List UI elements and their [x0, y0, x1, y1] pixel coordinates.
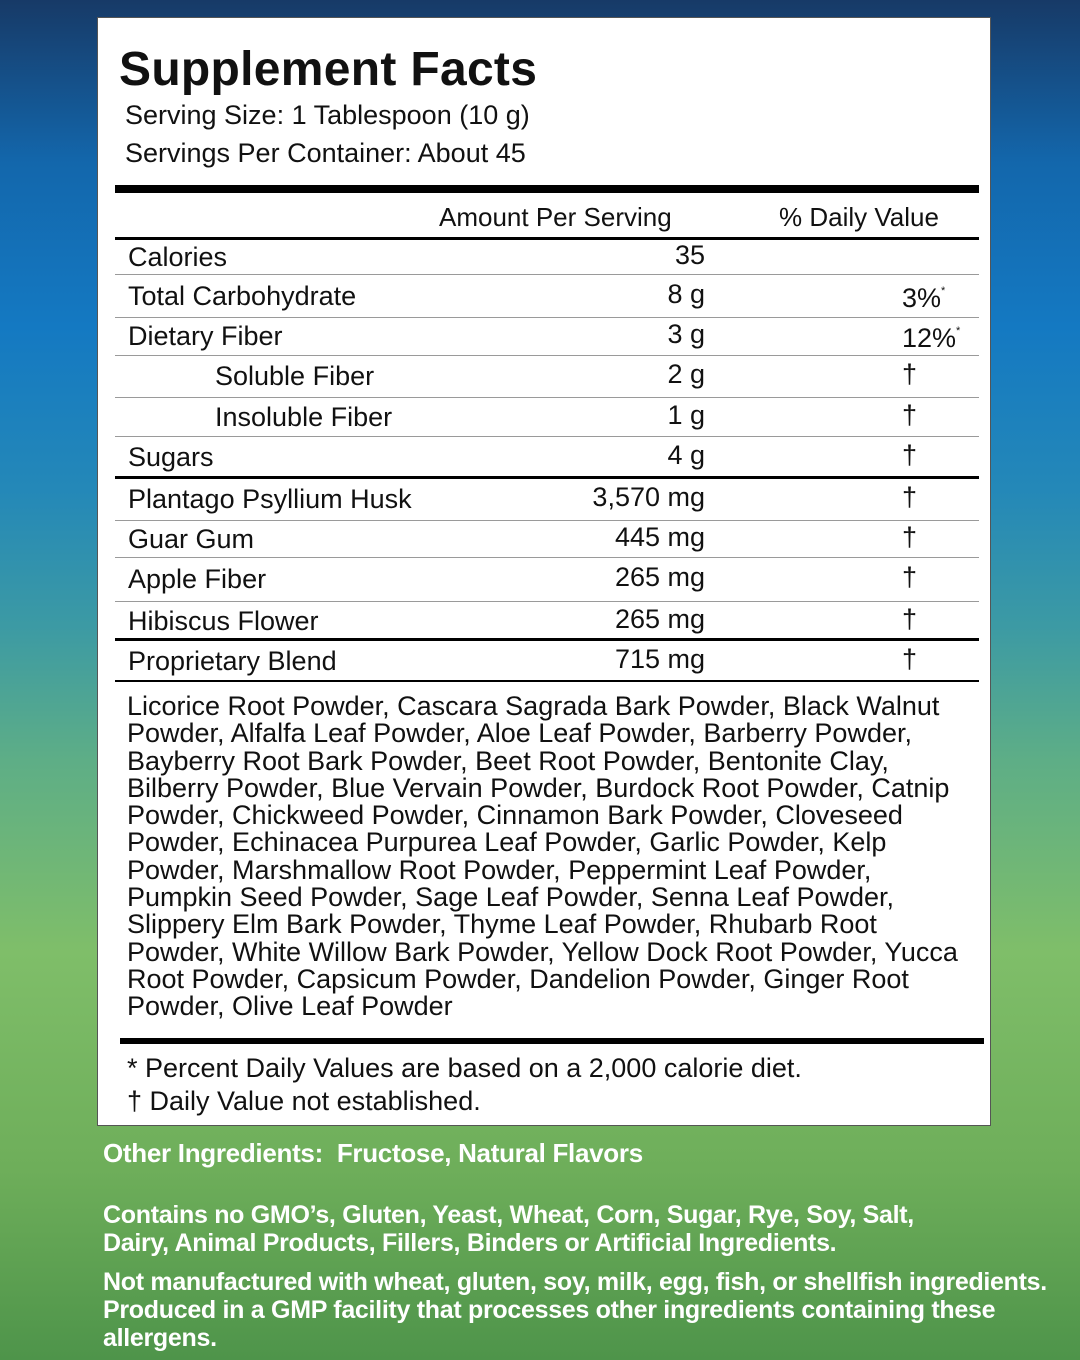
footnote-dagger: † Daily Value not established. [127, 1086, 481, 1116]
other-ingredients-value: Fructose, Natural Flavors [336, 1138, 643, 1168]
nutrient-name: Soluble Fiber [215, 361, 375, 391]
table-row [115, 558, 979, 602]
dv-value: † [902, 644, 918, 674]
dv-value: † [902, 522, 918, 552]
table-row [115, 602, 979, 641]
dv-asterisk: * [941, 285, 946, 297]
table-row [115, 275, 979, 318]
nutrient-name: Hibiscus Flower [128, 606, 319, 636]
table-row [115, 437, 979, 479]
dv-value: 3% [902, 283, 942, 313]
amount-header: Amount Per Serving [439, 202, 672, 232]
nutrient-amount: 3,570 mg [592, 482, 705, 512]
blend-ingredients: Licorice Root Powder, Cascara Sagrada Bark Powder, Black Walnut Powder, Alfalfa Leaf Powder, Aloe Leaf Powder, Barberry Powder, Bayberry Root Bark Powder, Beet Root Powder, Bentonite Clay, Bilberry Powder, Blue Vervain Powder, Burdock Root Powder, Catnip Powder, Chickweed Powder, Cinnamon Bark Powder, Cloveseed Powder, Echinacea Purpurea Leaf Powder, Garlic Powder, Kelp Powder, Marshmallow Root Powder, Peppermint Leaf Powder, Pumpkin Seed Powder, Sage Leaf Powder, Senna Leaf Powder, Slippery Elm Bark Powder, Thyme Leaf Powder, Rhubarb Root Powder, White Willow Bark Powder, Yellow Dock Root Powder, Yucca Root Powder, Capsicum Powder, Dandelion Powder, Ginger Root Powder, Olive Leaf Powder [127, 691, 958, 1022]
nutrient-dv [902, 482, 917, 513]
dv-value: † [902, 482, 918, 512]
panel-title: Supplement Facts [119, 43, 538, 96]
other-ingredients [103, 1139, 1043, 1167]
nutrient-dv [902, 400, 917, 431]
nutrient-name: Sugars [128, 442, 214, 472]
nutrient-dv [902, 644, 917, 675]
allergen-statement: Not manufactured with wheat, gluten, soy, milk, egg, fish, or shellfish ingredients. Produced in a GMP facility that processes other ingredients containing these allergens. [103, 1268, 1047, 1352]
nutrient-name: Total Carbohydrate [128, 281, 357, 311]
nutrient-amount: 265 mg [614, 562, 705, 592]
table-row [115, 318, 979, 356]
footnote-percent-dv: * Percent Daily Values are based on a 2,000 calorie diet. [127, 1053, 802, 1083]
contains-no-statement: Contains no GMO’s, Gluten, Yeast, Wheat, Corn, Sugar, Rye, Soy, Salt, Dairy, Animal Products, Fillers, Binders or Artificial Ingredients. [103, 1201, 914, 1257]
dv-value: † [902, 400, 918, 430]
divider-thick [115, 185, 979, 193]
nutrient-amount: 2 g [667, 359, 705, 389]
nutrient-amount: 1 g [667, 400, 705, 430]
dv-value: † [902, 604, 918, 634]
nutrient-name: Proprietary Blend [128, 646, 337, 676]
nutrient-amount: 445 mg [614, 522, 705, 552]
dv-asterisk: * [956, 325, 961, 337]
dv-header: % Daily Value [779, 202, 939, 232]
nutrient-name: Dietary Fiber [128, 321, 283, 351]
other-ingredients-label: Other Ingredients: [103, 1138, 323, 1168]
table-row [115, 641, 979, 682]
nutrient-name: Plantago Psyllium Husk [128, 484, 412, 514]
nutrient-dv [902, 323, 960, 354]
nutrient-amount: 8 g [667, 279, 705, 309]
nutrient-amount: 715 mg [614, 644, 705, 674]
nutrient-dv [902, 359, 917, 390]
row-divider [115, 680, 979, 682]
table-row [115, 398, 979, 437]
nutrient-name: Apple Fiber [128, 564, 267, 594]
table-row [115, 479, 979, 521]
serving-size: Serving Size: 1 Tablespoon (10 g) [125, 100, 530, 130]
nutrient-dv [902, 604, 917, 635]
divider-thick [120, 1038, 984, 1044]
supplement-facts-panel [97, 17, 991, 1126]
nutrient-dv [902, 440, 917, 471]
dv-value: † [902, 562, 918, 592]
nutrient-name: Insoluble Fiber [215, 402, 393, 432]
nutrient-dv [902, 562, 917, 593]
dv-value: 12% [902, 323, 957, 353]
dv-value: † [902, 440, 918, 470]
nutrient-dv [902, 522, 917, 553]
nutrient-amount: 35 [674, 240, 705, 270]
table-row [115, 240, 979, 275]
servings-per-container: Servings Per Container: About 45 [125, 138, 526, 168]
table-row [115, 356, 979, 398]
table-row [115, 521, 979, 558]
nutrient-name: Calories [128, 242, 228, 272]
dv-value: † [902, 359, 918, 389]
nutrient-name: Guar Gum [128, 524, 255, 554]
nutrient-amount: 3 g [667, 319, 705, 349]
nutrient-amount: 4 g [667, 440, 705, 470]
nutrient-amount: 265 mg [614, 604, 705, 634]
nutrient-dv [902, 283, 945, 314]
